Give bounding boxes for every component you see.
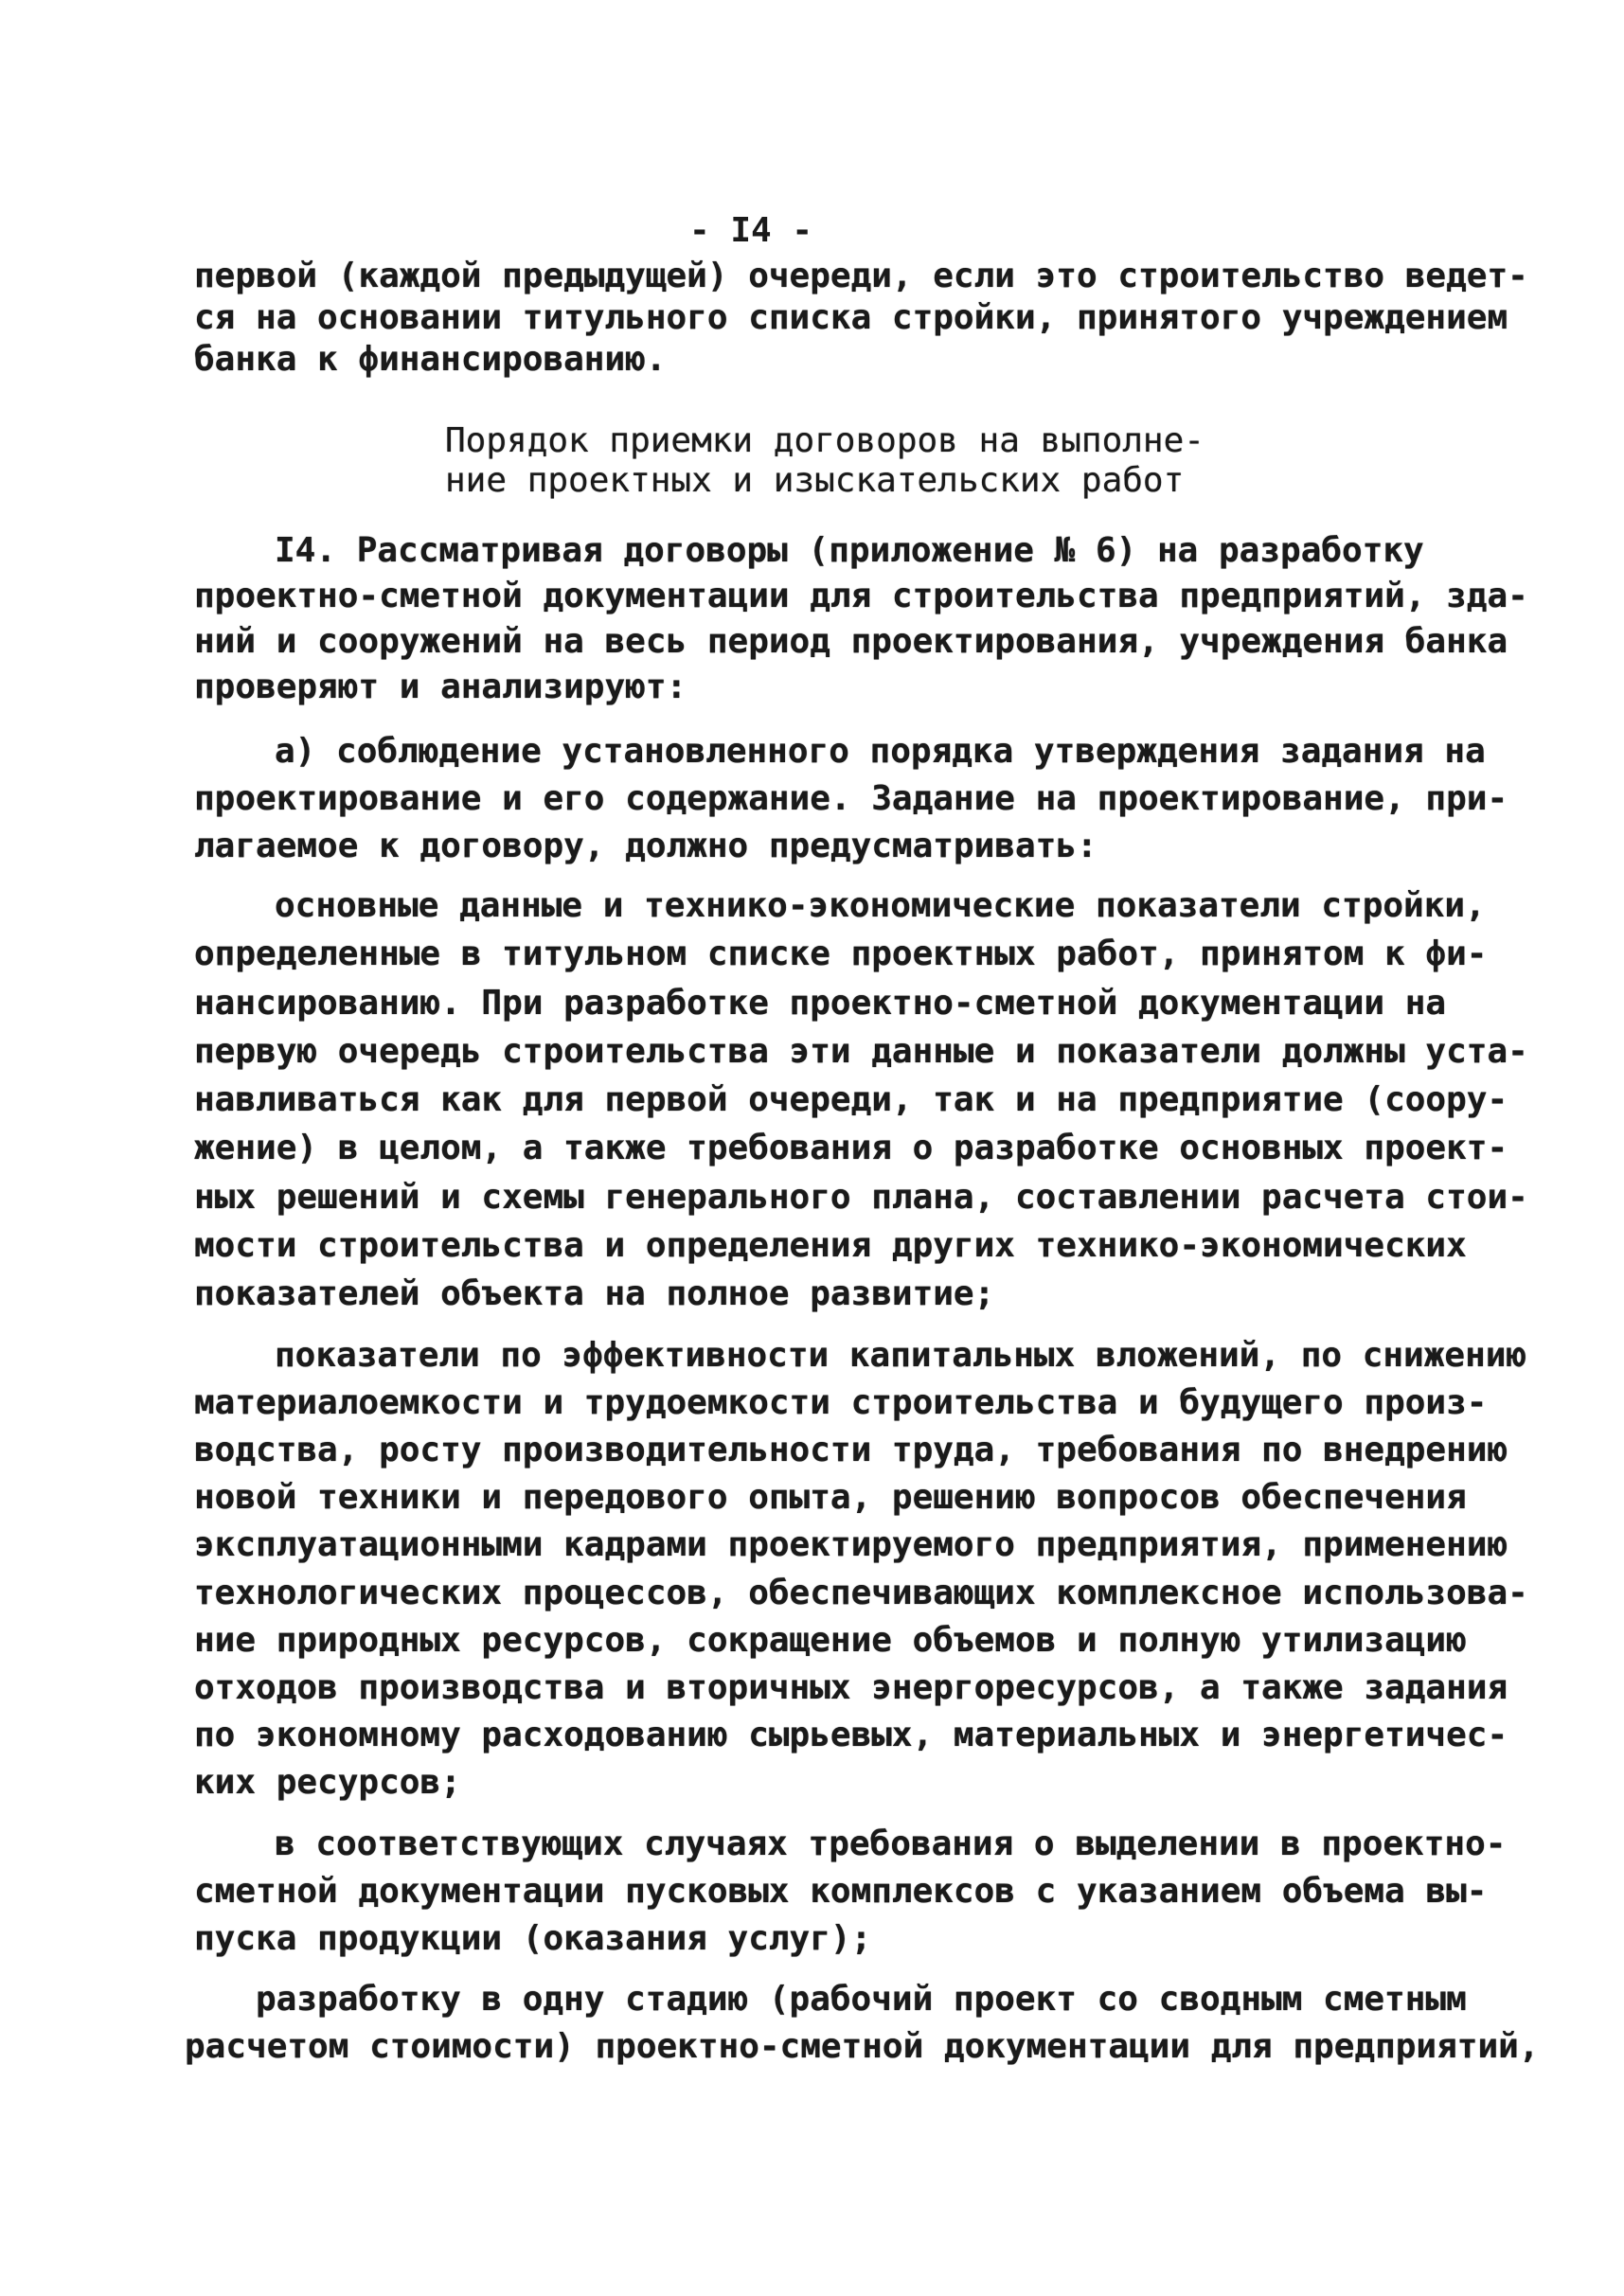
basic-data-line-9: показателей объекта на полное развитие;: [194, 1274, 995, 1313]
launch-line-3: пуска продукции (оказания услуг);: [194, 1919, 872, 1958]
basic-data-line-5: навливаться как для первой очереди, так и на предприятие (соору-: [194, 1080, 1508, 1119]
section-heading-line-1: Порядок приемки договоров на выполне-: [445, 421, 1205, 460]
launch-line-1: в соответствующих случаях требования о выделении в проектно-: [275, 1824, 1507, 1863]
section-heading-line-2: ние проектных и изыскательских работ: [445, 461, 1185, 500]
indicators-line-4: новой техники и передового опыта, решению вопросов обеспечения: [194, 1478, 1467, 1517]
indicators-line-6: технологических процессов, обеспечивающих комплексное использова-: [194, 1574, 1528, 1612]
indicators-line-2: материалоемкости и трудоемкости строительства и будущего произ-: [194, 1383, 1488, 1422]
basic-data-line-4: первую очередь строительства эти данные и показатели должны уста-: [194, 1032, 1528, 1071]
basic-data-line-8: мости строительства и определения других технико-экономических: [194, 1226, 1467, 1265]
item-a-line-1: а) соблюдение установленного порядка утверждения задания на: [275, 732, 1486, 771]
top-paragraph-line-1: первой (каждой предыдущей) очереди, если это строительство ведет-: [194, 257, 1528, 295]
item-14-line-2: проектно-сметной документации для строительства предприятий, зда-: [194, 577, 1528, 615]
indicators-line-9: по экономному расходованию сырьевых, материальных и энергетичес-: [194, 1716, 1508, 1754]
indicators-line-3: водства, росту производительности труда, требования по внедрению: [194, 1431, 1508, 1469]
launch-line-2: сметной документации пусковых комплексов с указанием объема вы-: [194, 1872, 1488, 1911]
basic-data-line-3: нансированию. При разработке проектно-сметной документации на: [194, 984, 1447, 1023]
single-stage-line-2: расчетом стоимости) проектно-сметной документации для предприятий,: [185, 2027, 1540, 2066]
item-a-line-3: лагаемое к договору, должно предусматривать:: [194, 827, 1098, 865]
indicators-line-5: эксплуатационными кадрами проектируемого предприятия, применению: [194, 1525, 1508, 1564]
item-14-line-1: I4. Рассматривая договоры (приложение № 6) на разработку: [275, 531, 1424, 570]
basic-data-line-1: основные данные и технико-экономические показатели стройки,: [275, 886, 1486, 925]
indicators-line-8: отходов производства и вторичных энергоресурсов, а также задания: [194, 1668, 1508, 1707]
item-14-line-4: проверяют и анализируют:: [194, 667, 687, 706]
top-paragraph-line-2: ся на основании титульного списка стройки, принятого учреждением: [194, 298, 1508, 337]
top-paragraph-line-3: банка к финансированию.: [194, 340, 667, 379]
indicators-line-10: ких ресурсов;: [194, 1763, 461, 1802]
basic-data-line-6: жение) в целом, а также требования о разработке основных проект-: [194, 1129, 1508, 1167]
indicators-line-1: показатели по эффективности капитальных вложений, по снижению: [275, 1336, 1527, 1375]
indicators-line-7: ние природных ресурсов, сокращение объемов и полную утилизацию: [194, 1621, 1467, 1660]
single-stage-line-1: разработку в одну стадию (рабочий проект со сводным сметным: [256, 1980, 1467, 2019]
item-a-line-2: проектирование и его содержание. Задание на проектирование, при-: [194, 779, 1508, 818]
item-14-line-3: ний и сооружений на весь период проектирования, учреждения банка: [194, 622, 1508, 661]
page-number: - I4 -: [689, 211, 813, 250]
basic-data-line-7: ных решений и схемы генерального плана, составлении расчета стои-: [194, 1178, 1528, 1217]
basic-data-line-2: определенные в титульном списке проектных работ, принятом к фи-: [194, 934, 1488, 973]
